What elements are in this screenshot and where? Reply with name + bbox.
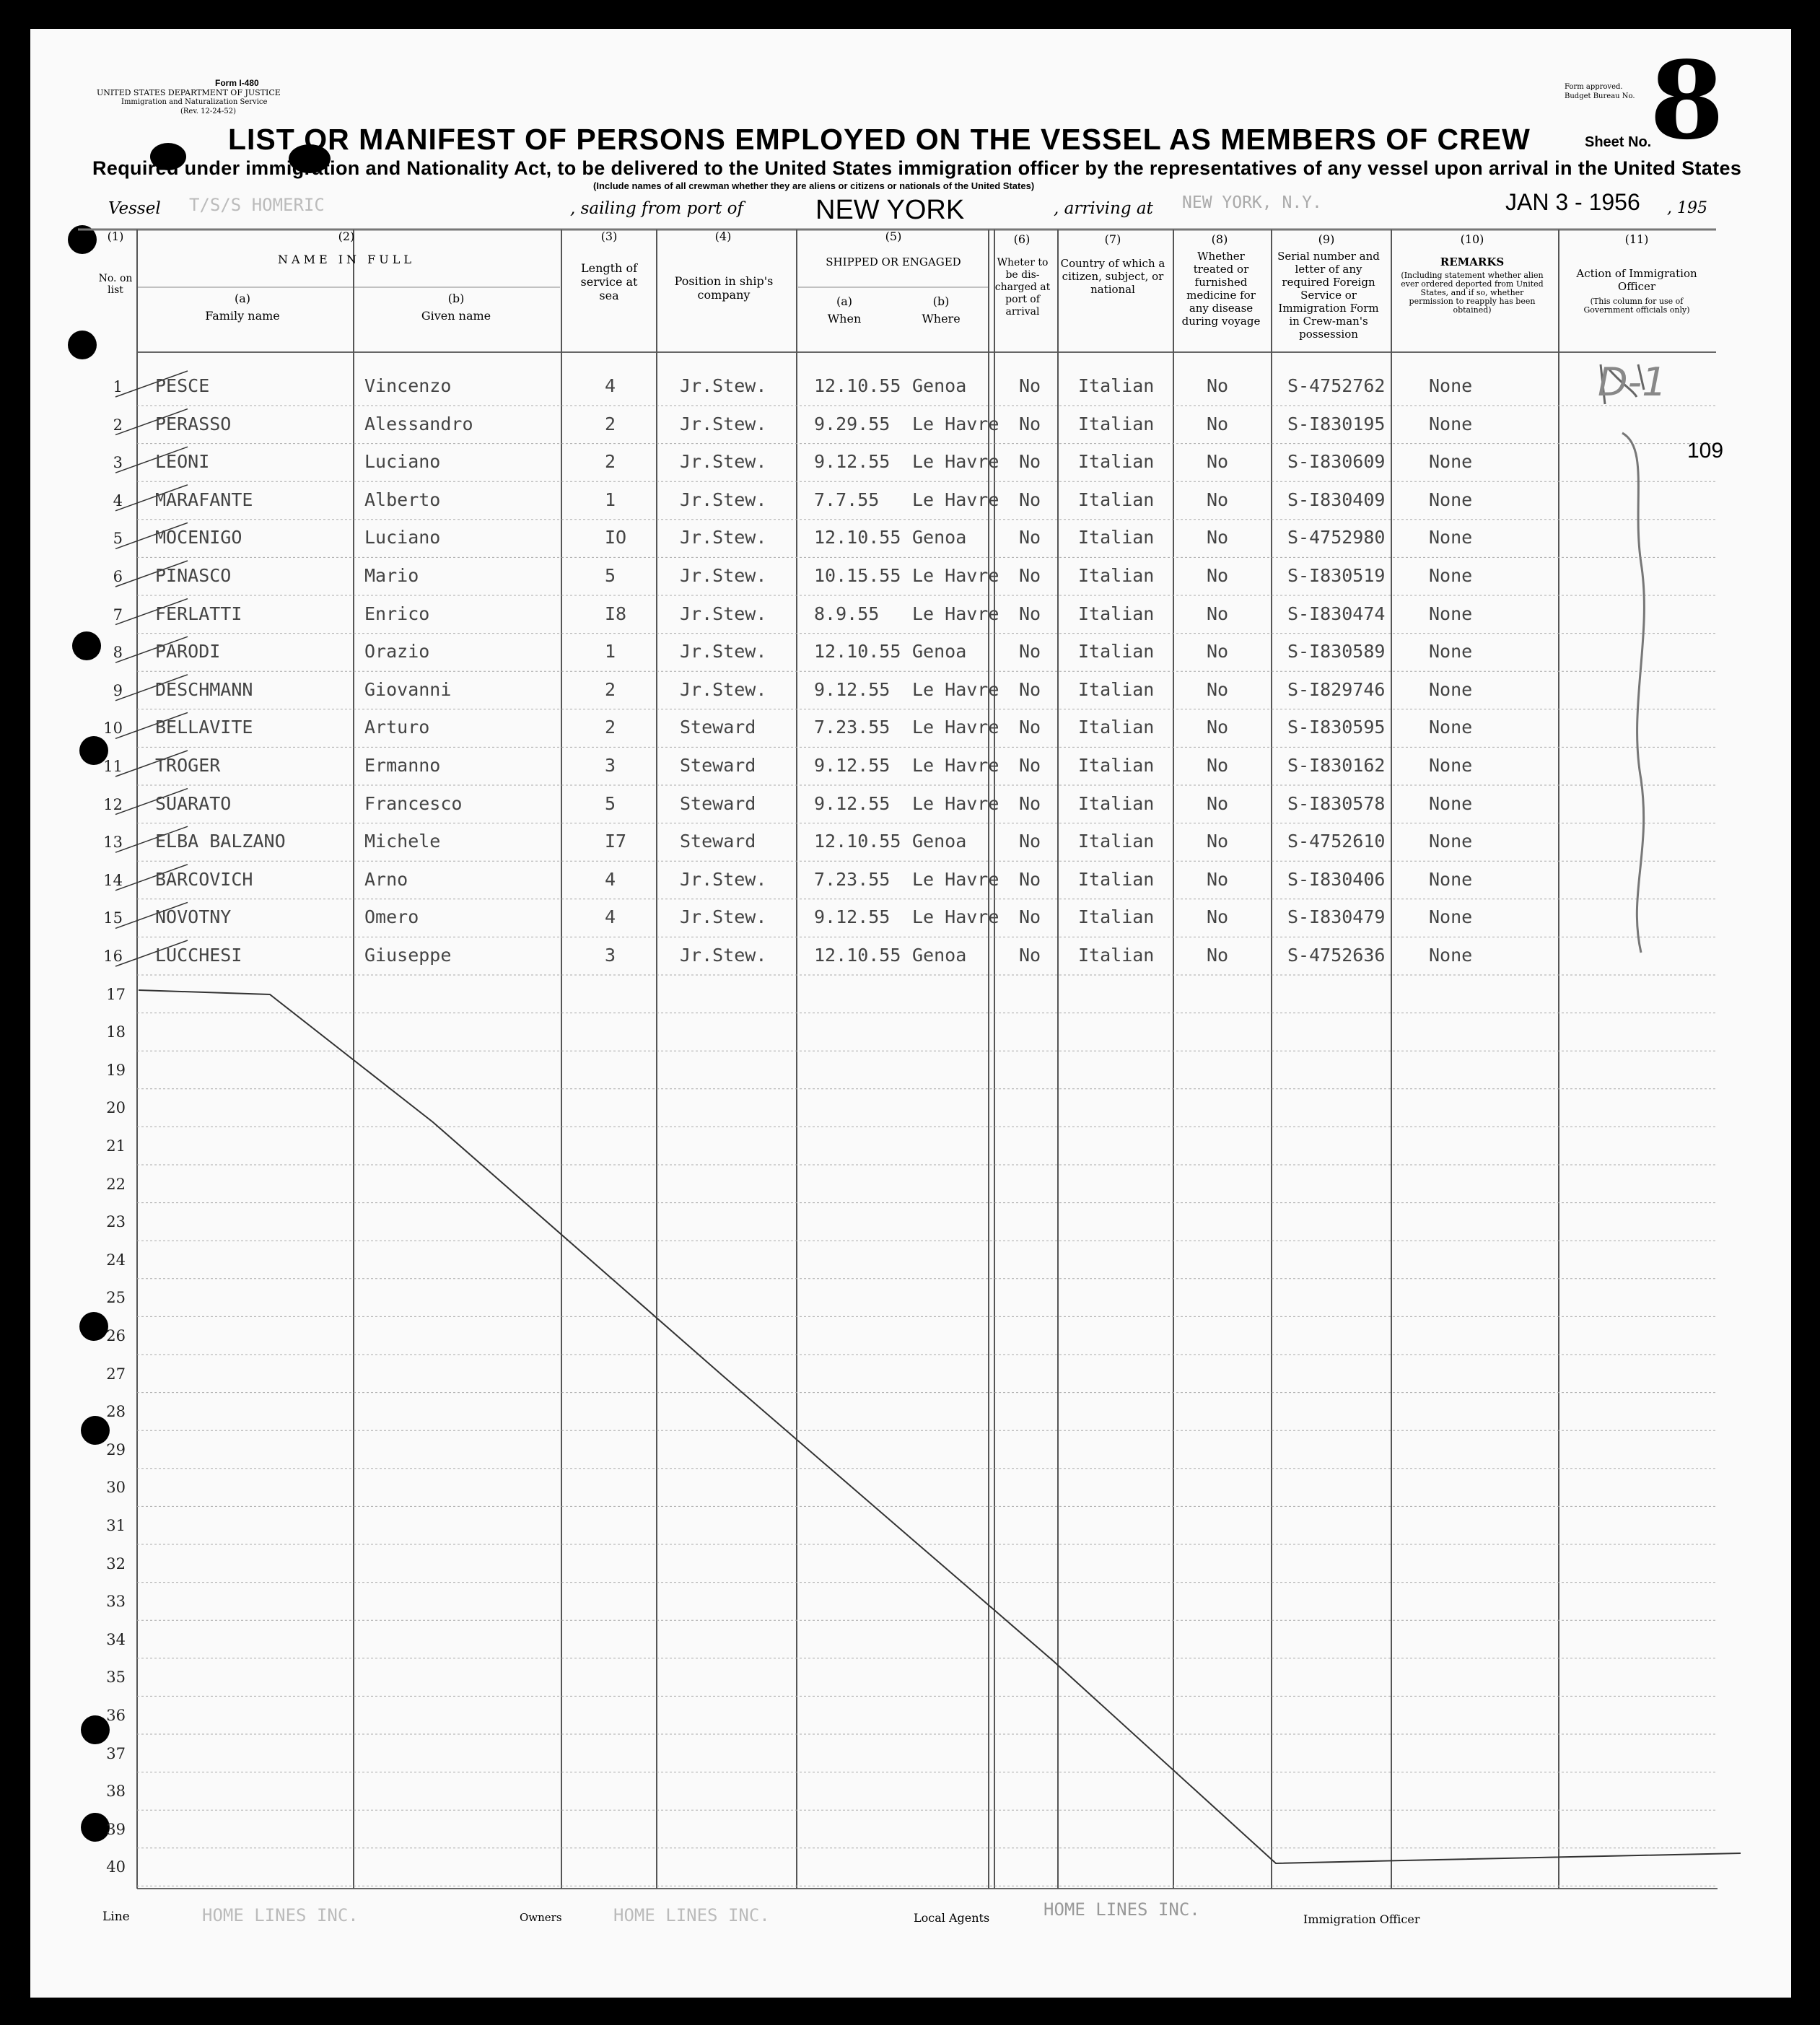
cell-family: FERLATTI — [155, 603, 242, 624]
cell-discharged: No — [1019, 868, 1041, 890]
cell-where: Le Havre — [912, 755, 999, 776]
cell-given: Alberto — [364, 489, 441, 510]
cell-service: IO — [605, 527, 627, 548]
cell-remarks: None — [1429, 678, 1473, 700]
cell-treated: No — [1207, 792, 1229, 814]
cell-given: Orazio — [364, 641, 430, 662]
cell-discharged: No — [1019, 603, 1041, 624]
cell-position: Steward — [680, 717, 756, 738]
cell-country: Italian — [1078, 906, 1155, 928]
cell-family: PARODI — [155, 641, 221, 662]
col-4-number: (4) — [714, 229, 732, 243]
cell-service: 2 — [605, 413, 616, 434]
row-number: 33 — [106, 1593, 126, 1611]
cell-given: Ermanno — [364, 755, 441, 776]
cell-serial: S-I830595 — [1287, 717, 1386, 738]
cell-country: Italian — [1078, 375, 1155, 396]
cell-when: 9.12.55 — [814, 451, 891, 473]
row-number: 26 — [106, 1327, 126, 1344]
cell-when: 9.12.55 — [814, 755, 891, 776]
cell-when: 7.7.55 — [814, 489, 880, 510]
cell-given: Alessandro — [364, 413, 473, 434]
arrival-date: JAN 3 - 1956 — [1505, 189, 1640, 215]
cell-where: Le Havre — [912, 489, 999, 510]
col-header-family-name: Family name — [205, 309, 280, 323]
cell-treated: No — [1207, 755, 1229, 776]
col-header-name-in-full: NAME IN FULL — [278, 253, 415, 266]
cell-serial: S-I830195 — [1287, 413, 1386, 434]
cell-family: DESCHMANN — [155, 678, 253, 700]
row-number: 35 — [106, 1668, 126, 1687]
row-number: 17 — [106, 985, 126, 1003]
page-subtitle: Required under immigration and Nationality Act, to be delivered to the United States immigration officer by the representatives of any vessel upon arrival in the United States — [92, 157, 1742, 179]
row-number: 34 — [106, 1630, 126, 1648]
col-header-discharged: Wheter to be dis-charged at port of arrival — [994, 257, 1051, 318]
col-11-number: (11) — [1624, 232, 1649, 246]
col-header-serial-number: Serial number and letter of any required Foreign Service or Immigration Form in Crew-man's possession — [1277, 250, 1380, 341]
row-number: 36 — [106, 1707, 126, 1724]
cell-where: Genoa — [912, 831, 967, 852]
vessel-name: T/S/S HOMERIC — [189, 195, 325, 215]
row-number: 1 — [113, 378, 123, 395]
page-title: LIST OR MANIFEST OF PERSONS EMPLOYED ON THE VESSEL AS MEMBERS OF CREW — [228, 123, 1531, 156]
cell-country: Italian — [1078, 527, 1155, 548]
row-number: 6 — [113, 568, 123, 585]
col-header-country: Country of which a citizen, subject, or national — [1060, 257, 1165, 296]
cell-discharged: No — [1019, 906, 1041, 928]
line-label: Line — [102, 1910, 130, 1924]
row-number: 10 — [103, 720, 123, 738]
cell-serial: S-I830589 — [1287, 641, 1386, 662]
cell-treated: No — [1207, 375, 1229, 396]
cell-country: Italian — [1078, 413, 1155, 434]
cell-remarks: None — [1429, 603, 1473, 624]
cell-discharged: No — [1019, 717, 1041, 738]
col-remarks-note: (Including statement whether alien ever ordered deported from United States, and if so, whether permission to reapply has been obtained) — [1401, 271, 1544, 315]
year-suffix: , 195 — [1667, 199, 1707, 217]
cell-position: Jr.Stew. — [680, 451, 767, 473]
cell-service: 5 — [605, 565, 616, 586]
cell-treated: No — [1207, 868, 1229, 890]
col-5a-number: (a) — [836, 294, 853, 308]
col-1-number: (1) — [107, 229, 124, 243]
cell-when: 9.12.55 — [814, 678, 891, 700]
cell-when: 9.12.55 — [814, 792, 891, 814]
cell-service: 5 — [605, 792, 616, 814]
cell-country: Italian — [1078, 678, 1155, 700]
cell-where: Genoa — [912, 375, 967, 396]
cell-where: Genoa — [912, 945, 967, 966]
cell-where: Le Havre — [912, 868, 999, 890]
row-number: 22 — [106, 1175, 126, 1193]
col-header-when: When — [827, 312, 862, 325]
cell-remarks: None — [1429, 906, 1473, 928]
cell-treated: No — [1207, 451, 1229, 473]
cell-country: Italian — [1078, 641, 1155, 662]
row-number: 3 — [113, 454, 123, 472]
row-number: 4 — [113, 491, 123, 509]
col-2-number: (2) — [338, 229, 355, 243]
col-header-given-name: Given name — [421, 309, 491, 323]
cell-discharged: No — [1019, 945, 1041, 966]
cell-serial: S-4752980 — [1287, 527, 1386, 548]
cell-discharged: No — [1019, 678, 1041, 700]
from-port: NEW YORK — [815, 195, 965, 225]
service: Immigration and Naturalization Service — [121, 98, 268, 106]
cell-country: Italian — [1078, 565, 1155, 586]
row-number: 19 — [106, 1061, 126, 1079]
cell-treated: No — [1207, 527, 1229, 548]
col-header-no-on-list: No. on list — [98, 273, 133, 296]
cell-serial: S-4752610 — [1287, 831, 1386, 852]
col-5-number: (5) — [885, 229, 902, 243]
cell-given: Luciano — [364, 527, 441, 548]
row-number: 8 — [113, 644, 123, 662]
col-header-remarks: REMARKS — [1440, 255, 1505, 268]
form-approved: Form approved. — [1565, 83, 1623, 91]
cell-given: Michele — [364, 831, 441, 852]
cell-family: LEONI — [155, 451, 210, 473]
cell-country: Italian — [1078, 868, 1155, 890]
cell-discharged: No — [1019, 641, 1041, 662]
col-header-length-of-service: Length of service at sea — [580, 261, 638, 302]
cell-country: Italian — [1078, 792, 1155, 814]
cell-country: Italian — [1078, 451, 1155, 473]
cell-remarks: None — [1429, 565, 1473, 586]
cell-when: 7.23.55 — [814, 868, 891, 890]
cell-service: 1 — [605, 489, 616, 510]
cell-position: Steward — [680, 755, 756, 776]
cell-position: Jr.Stew. — [680, 527, 767, 548]
cell-serial: S-4752762 — [1287, 375, 1386, 396]
col-header-shipped-engaged: SHIPPED OR ENGAGED — [826, 255, 961, 268]
cell-country: Italian — [1078, 755, 1155, 776]
cell-serial: S-I829746 — [1287, 678, 1386, 700]
cell-treated: No — [1207, 717, 1229, 738]
row-number: 30 — [106, 1479, 126, 1497]
col-6-number: (6) — [1013, 232, 1031, 246]
col-10-number: (10) — [1460, 232, 1484, 246]
cell-position: Jr.Stew. — [680, 603, 767, 624]
crew-note: (Include names of all crewman whether they are aliens or citizens or nationals of the United States) — [593, 180, 1035, 191]
cell-remarks: None — [1429, 792, 1473, 814]
cell-remarks: None — [1429, 489, 1473, 510]
line-value: HOME LINES INC. — [202, 1905, 359, 1925]
col-header-action: Action of Immigration Officer — [1576, 267, 1697, 293]
strike-through-line — [139, 990, 1741, 1863]
row-number: 14 — [103, 871, 123, 889]
cell-family: BARCOVICH — [155, 868, 253, 890]
cell-where: Le Havre — [912, 451, 999, 473]
row-number: 29 — [106, 1440, 126, 1458]
row-number: 24 — [106, 1251, 126, 1269]
cell-remarks: None — [1429, 831, 1473, 852]
row-number: 16 — [103, 948, 123, 965]
cell-treated: No — [1207, 489, 1229, 510]
cell-where: Le Havre — [912, 565, 999, 586]
col-3-number: (3) — [600, 229, 618, 243]
row-number: 32 — [106, 1554, 126, 1573]
row-number: 23 — [106, 1213, 126, 1231]
cell-given: Arturo — [364, 717, 430, 738]
cell-service: 2 — [605, 451, 616, 473]
cell-service: 4 — [605, 868, 616, 890]
cell-remarks: None — [1429, 641, 1473, 662]
cell-service: I7 — [605, 831, 627, 852]
row-number: 20 — [106, 1099, 126, 1117]
officer-label: Immigration Officer — [1303, 1912, 1420, 1926]
cell-family: NOVOTNY — [155, 906, 232, 928]
cell-when: 12.10.55 — [814, 375, 901, 396]
cell-serial: S-I830474 — [1287, 603, 1386, 624]
cell-serial: S-I830162 — [1287, 755, 1386, 776]
cell-family: BELLAVITE — [155, 717, 253, 738]
cell-where: Genoa — [912, 527, 967, 548]
cell-when: 7.23.55 — [814, 717, 891, 738]
row-number: 40 — [106, 1858, 126, 1876]
vessel-label: Vessel — [108, 199, 161, 218]
row-number: 28 — [106, 1403, 126, 1421]
row-number: 7 — [113, 605, 123, 624]
col-header-where: Where — [922, 312, 961, 325]
cell-given: Omero — [364, 906, 419, 928]
sheet-label: Sheet No. — [1585, 134, 1652, 150]
bracket-mark — [1622, 433, 1644, 953]
side-number: 109 — [1687, 439, 1724, 463]
cell-when: 12.10.55 — [814, 831, 901, 852]
sailing-label: , sailing from port of — [570, 199, 744, 218]
row-number: 18 — [106, 1023, 126, 1041]
cell-country: Italian — [1078, 717, 1155, 738]
col-7-number: (7) — [1104, 232, 1121, 246]
cell-serial: S-I830479 — [1287, 906, 1386, 928]
row-number: 11 — [103, 758, 123, 775]
owners-value: HOME LINES INC. — [613, 1905, 770, 1925]
cell-remarks: None — [1429, 717, 1473, 738]
cell-service: I8 — [605, 603, 627, 624]
cell-treated: No — [1207, 641, 1229, 662]
cell-country: Italian — [1078, 831, 1155, 852]
cell-treated: No — [1207, 906, 1229, 928]
col-9-number: (9) — [1318, 232, 1335, 246]
budget-bureau: Budget Bureau No. — [1565, 92, 1635, 100]
agents-value: HOME LINES INC. — [1044, 1899, 1200, 1920]
col-action-note: (This column for use of Government officials only) — [1583, 297, 1690, 315]
cell-position: Jr.Stew. — [680, 906, 767, 928]
agents-label: Local Agents — [914, 1911, 990, 1925]
cell-treated: No — [1207, 945, 1229, 966]
cell-when: 12.10.55 — [814, 641, 901, 662]
cell-where: Le Havre — [912, 906, 999, 928]
department: UNITED STATES DEPARTMENT OF JUSTICE — [97, 88, 281, 97]
cell-remarks: None — [1429, 868, 1473, 890]
row-number: 2 — [113, 416, 123, 434]
row-number: 37 — [106, 1744, 126, 1762]
cell-service: 4 — [605, 375, 616, 396]
col-2a-number: (a) — [234, 292, 251, 305]
cell-family: TROGER — [155, 755, 221, 776]
cell-where: Le Havre — [912, 717, 999, 738]
cell-discharged: No — [1019, 451, 1041, 473]
cell-where: Le Havre — [912, 413, 999, 434]
cell-where: Le Havre — [912, 603, 999, 624]
cell-treated: No — [1207, 413, 1229, 434]
cell-family: SUARATO — [155, 792, 232, 814]
cell-position: Jr.Stew. — [680, 375, 767, 396]
cell-given: Arno — [364, 868, 408, 890]
cell-treated: No — [1207, 565, 1229, 586]
cell-family: LUCCHESI — [155, 945, 242, 966]
cell-family: PESCE — [155, 375, 210, 396]
cell-when: 8.9.55 — [814, 603, 880, 624]
cell-when: 12.10.55 — [814, 527, 901, 548]
cell-when: 9.12.55 — [814, 906, 891, 928]
cell-where: Le Havre — [912, 792, 999, 814]
cell-discharged: No — [1019, 755, 1041, 776]
cell-position: Steward — [680, 831, 756, 852]
cell-service: 3 — [605, 755, 616, 776]
cell-given: Giovanni — [364, 678, 452, 700]
cell-family: PERASSO — [155, 413, 232, 434]
col-8-number: (8) — [1211, 232, 1228, 246]
col-5b-number: (b) — [932, 294, 950, 308]
cell-position: Jr.Stew. — [680, 565, 767, 586]
row-number: 5 — [113, 530, 123, 548]
cell-serial: S-I830609 — [1287, 451, 1386, 473]
cell-given: Enrico — [364, 603, 430, 624]
cell-position: Jr.Stew. — [680, 868, 767, 890]
row-number: 21 — [106, 1137, 126, 1155]
col-2b-number: (b) — [447, 292, 465, 305]
cell-service: 2 — [605, 717, 616, 738]
cell-when: 10.15.55 — [814, 565, 901, 586]
cell-position: Jr.Stew. — [680, 641, 767, 662]
cell-service: 4 — [605, 906, 616, 928]
cell-discharged: No — [1019, 375, 1041, 396]
cell-family: MARAFANTE — [155, 489, 253, 510]
row-number: 13 — [103, 834, 123, 852]
cell-where: Le Havre — [912, 678, 999, 700]
owners-label: Owners — [520, 1911, 562, 1924]
row-number: 31 — [106, 1517, 126, 1534]
cell-discharged: No — [1019, 565, 1041, 586]
cell-given: Luciano — [364, 451, 441, 473]
margin-mark: D-1 — [1598, 359, 1667, 405]
cell-country: Italian — [1078, 945, 1155, 966]
row-number: 15 — [103, 909, 123, 927]
cell-service: 1 — [605, 641, 616, 662]
cell-remarks: None — [1429, 527, 1473, 548]
row-number: 39 — [106, 1820, 126, 1838]
cell-treated: No — [1207, 678, 1229, 700]
arriving-label: , arriving at — [1054, 199, 1153, 218]
row-number: 25 — [106, 1289, 126, 1307]
cell-position: Jr.Stew. — [680, 678, 767, 700]
cell-family: MOCENIGO — [155, 527, 242, 548]
cell-service: 2 — [605, 678, 616, 700]
cell-given: Giuseppe — [364, 945, 452, 966]
revision: (Rev. 12-24-52) — [180, 108, 237, 115]
cell-position: Jr.Stew. — [680, 945, 767, 966]
row-number: 27 — [106, 1365, 126, 1383]
cell-country: Italian — [1078, 603, 1155, 624]
cell-when: 12.10.55 — [814, 945, 901, 966]
cell-given: Vincenzo — [364, 375, 452, 396]
cell-discharged: No — [1019, 792, 1041, 814]
cell-serial: S-I830519 — [1287, 565, 1386, 586]
cell-given: Mario — [364, 565, 419, 586]
row-number: 38 — [106, 1783, 126, 1801]
cell-remarks: None — [1429, 375, 1473, 396]
row-number: 9 — [113, 681, 123, 699]
cell-remarks: None — [1429, 755, 1473, 776]
cell-family: ELBA BALZANO — [155, 831, 286, 852]
cell-discharged: No — [1019, 489, 1041, 510]
cell-position: Jr.Stew. — [680, 413, 767, 434]
cell-family: PINASCO — [155, 565, 232, 586]
col-header-position: Position in ship's company — [674, 274, 774, 302]
sheet-number: 8 — [1650, 38, 1724, 163]
cell-treated: No — [1207, 603, 1229, 624]
cell-remarks: None — [1429, 451, 1473, 473]
cell-serial: S-I830406 — [1287, 868, 1386, 890]
cell-discharged: No — [1019, 413, 1041, 434]
cell-discharged: No — [1019, 527, 1041, 548]
cell-discharged: No — [1019, 831, 1041, 852]
cell-position: Jr.Stew. — [680, 489, 767, 510]
cell-remarks: None — [1429, 413, 1473, 434]
col-header-treated: Whether treated or furnished medicine for any disease during voyage — [1181, 250, 1261, 328]
cell-given: Francesco — [364, 792, 463, 814]
cell-when: 9.29.55 — [814, 413, 891, 434]
cell-where: Genoa — [912, 641, 967, 662]
cell-position: Steward — [680, 792, 756, 814]
cell-remarks: None — [1429, 945, 1473, 966]
arriving-port: NEW YORK, N.Y. — [1182, 193, 1322, 212]
cell-country: Italian — [1078, 489, 1155, 510]
cell-serial: S-4752636 — [1287, 945, 1386, 966]
cell-treated: No — [1207, 831, 1229, 852]
cell-serial: S-I830578 — [1287, 792, 1386, 814]
row-number: 12 — [103, 795, 123, 813]
cell-serial: S-I830409 — [1287, 489, 1386, 510]
form-number: Form I-480 — [215, 78, 259, 88]
cell-service: 3 — [605, 945, 616, 966]
